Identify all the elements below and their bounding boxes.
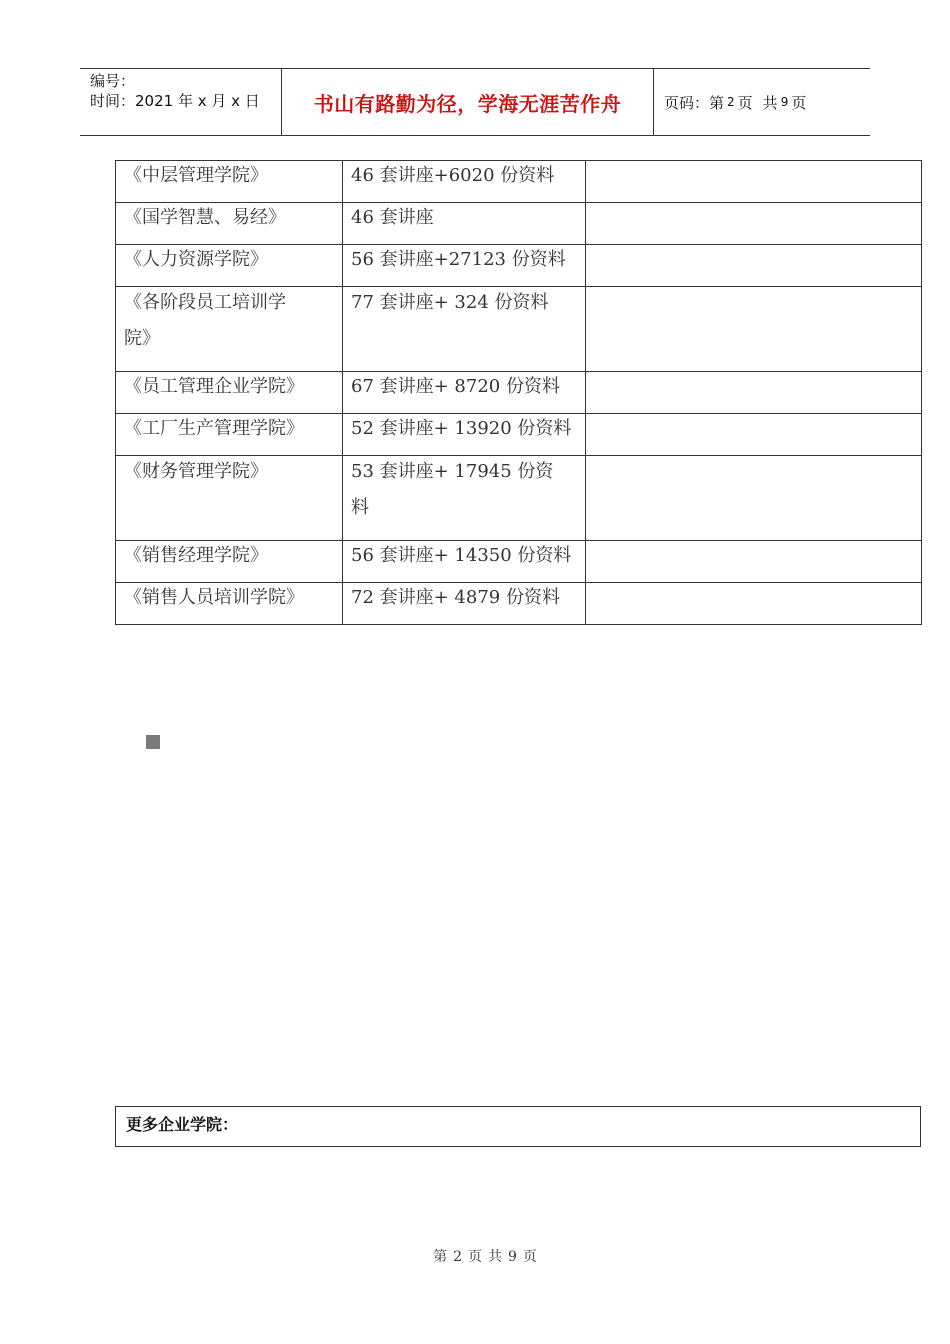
page-unit: 页 (737, 93, 753, 112)
page-total: 9 (780, 95, 789, 109)
course-note (586, 203, 922, 245)
page-total-unit: 页 (791, 93, 807, 112)
table-row (116, 541, 922, 583)
course-desc-line1: 53 套讲座+ 17945 份资 (351, 461, 554, 482)
table-row (116, 372, 922, 414)
course-note (586, 245, 922, 287)
footer-total: 9 (508, 1249, 517, 1265)
course-note (586, 456, 922, 541)
footer-current: 2 (453, 1249, 462, 1265)
course-name: 《工厂生产管理学院》 (116, 414, 343, 456)
course-name-line2: 院》 (124, 328, 160, 349)
course-desc (343, 456, 586, 541)
page-current: 2 (727, 95, 735, 109)
page-total-prefix: 共 (762, 93, 778, 112)
number-label: 编号： (90, 72, 136, 90)
table-row (116, 583, 922, 625)
course-table (115, 160, 922, 625)
footer-unit: 页 (468, 1249, 482, 1265)
page-footer (0, 1246, 950, 1266)
table-row (116, 287, 922, 372)
more-academies-label: 更多企业学院： (126, 1115, 239, 1134)
course-name (116, 287, 343, 372)
table-row (116, 245, 922, 287)
course-desc: 46 套讲座+6020 份资料 (343, 161, 586, 203)
course-note (586, 372, 922, 414)
square-bullet-icon (146, 735, 160, 749)
footer-prefix: 第 (433, 1249, 448, 1265)
course-desc: 56 套讲座+ 14350 份资料 (343, 541, 586, 583)
footer-total-unit: 页 (522, 1249, 537, 1265)
course-name: 《员工管理企业学院》 (116, 372, 343, 414)
page-prefix: 页码：第 (664, 93, 725, 112)
course-note (586, 161, 922, 203)
course-desc: 56 套讲座+27123 份资料 (343, 245, 586, 287)
course-name: 《国学智慧、易经》 (116, 203, 343, 245)
course-name: 《销售人员培训学院》 (116, 583, 343, 625)
footer-total-prefix: 共 (488, 1249, 502, 1265)
table-row (116, 161, 922, 203)
course-note (586, 541, 922, 583)
course-name-text: 《财务管理学院》 (124, 461, 268, 482)
table-row (116, 414, 922, 456)
header-motto: 书山有路勤为径，学海无涯苦作舟 (282, 69, 654, 135)
course-name-line1: 《各阶段员工培训学 (124, 292, 286, 313)
time-label: 时间：2021 年 x 月 x 日 (90, 92, 260, 110)
course-desc (343, 287, 586, 372)
course-desc-line2: 料 (351, 497, 369, 518)
course-note (586, 287, 922, 372)
course-note (586, 583, 922, 625)
course-desc: 46 套讲座 (343, 203, 586, 245)
course-name: 《中层管理学院》 (116, 161, 343, 203)
course-desc-text: 77 套讲座+ 324 份资料 (351, 292, 549, 313)
header-meta (80, 69, 282, 135)
page-header (80, 68, 870, 136)
more-academies-box (115, 1106, 921, 1147)
course-desc: 72 套讲座+ 4879 份资料 (343, 583, 586, 625)
course-name: 《人力资源学院》 (116, 245, 343, 287)
course-note (586, 414, 922, 456)
course-name: 《销售经理学院》 (116, 541, 343, 583)
course-name (116, 456, 343, 541)
course-desc: 52 套讲座+ 13920 份资料 (343, 414, 586, 456)
header-page-info (654, 69, 870, 135)
course-desc: 67 套讲座+ 8720 份资料 (343, 372, 586, 414)
table-row (116, 203, 922, 245)
table-row (116, 456, 922, 541)
